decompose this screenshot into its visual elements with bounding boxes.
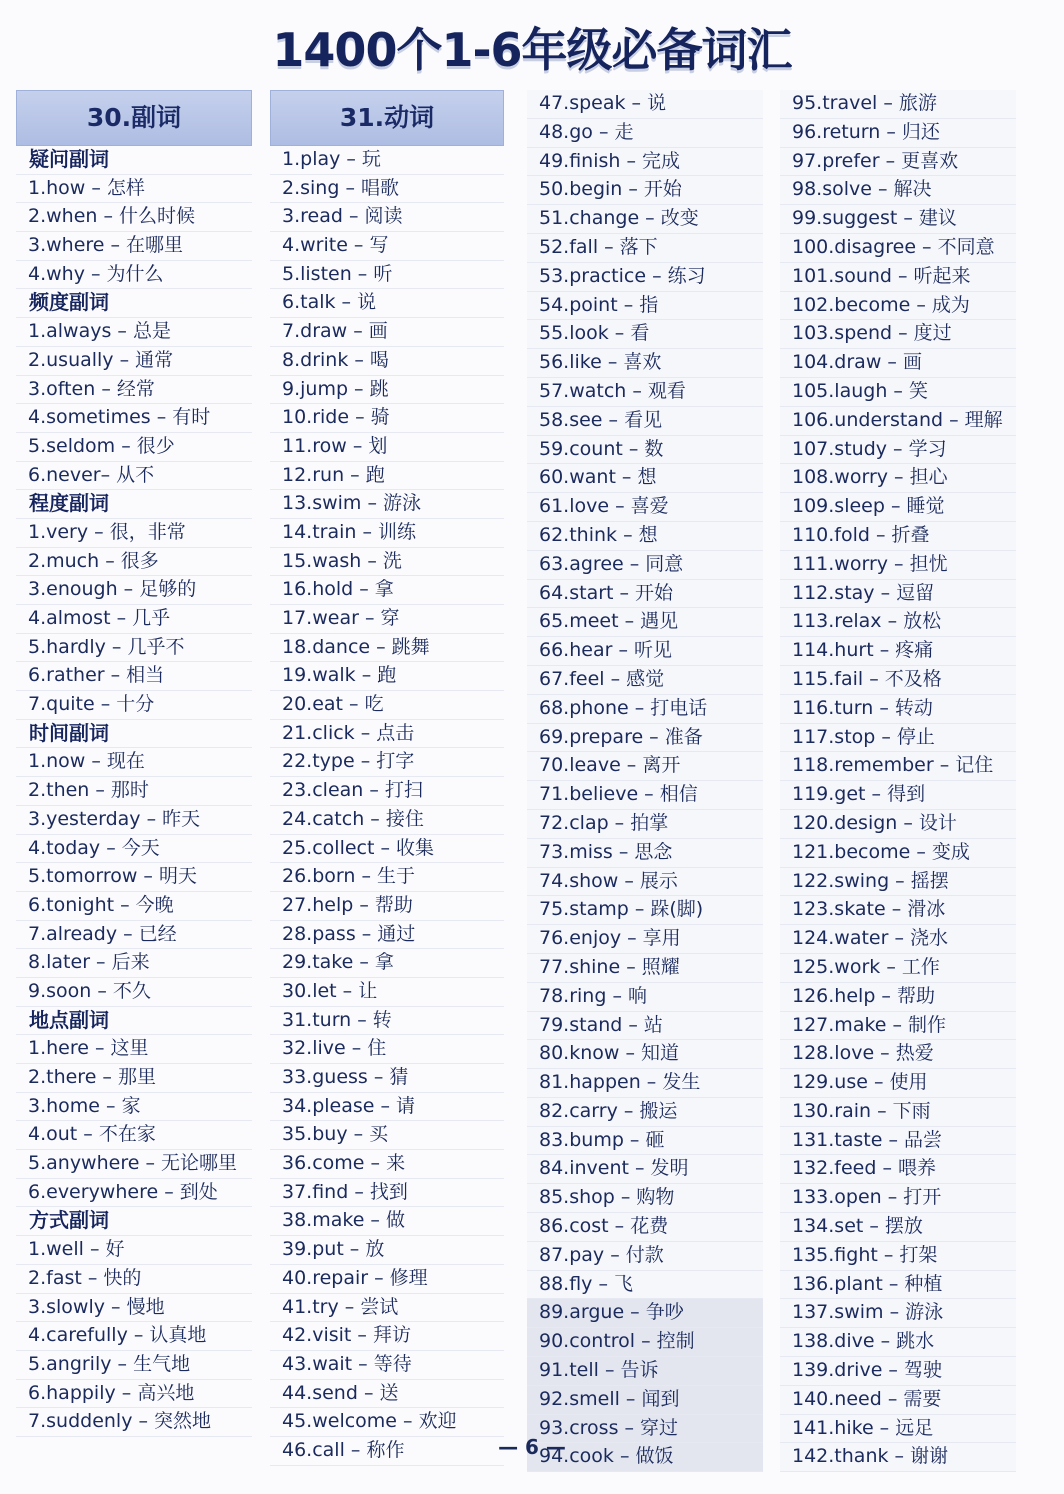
list-item: 1.very – 很，非常: [16, 519, 252, 548]
list-item: 2.usually – 通常: [16, 347, 252, 376]
list-item: 119.get – 得到: [780, 781, 1016, 810]
list-item: 126.help – 帮助: [780, 983, 1016, 1012]
list-item: 141.hike – 远足: [780, 1415, 1016, 1444]
list-item: 12.run – 跑: [270, 462, 504, 491]
list-item: 88.fly – 飞: [527, 1271, 763, 1300]
list-item: 140.need – 需要: [780, 1386, 1016, 1415]
list-item: 81.happen – 发生: [527, 1069, 763, 1098]
list-item: 65.meet – 遇见: [527, 608, 763, 637]
list-item: 2.there – 那里: [16, 1064, 252, 1093]
list-item: 83.bump – 砸: [527, 1127, 763, 1156]
list-item: 128.love – 热爱: [780, 1040, 1016, 1069]
list-item: 127.make – 制作: [780, 1012, 1016, 1041]
list-item: 115.fail – 不及格: [780, 666, 1016, 695]
subheading: 程度副词: [16, 490, 252, 519]
list-item: 3.yesterday – 昨天: [16, 806, 252, 835]
list-item: 6.happily – 高兴地: [16, 1380, 252, 1409]
list-item: 90.control – 控制: [527, 1328, 763, 1357]
subheading: 时间副词: [16, 720, 252, 749]
list-item: 6.talk – 说: [270, 289, 504, 318]
list-item: 11.row – 划: [270, 433, 504, 462]
list-item: 104.draw – 画: [780, 349, 1016, 378]
list-item: 129.use – 使用: [780, 1069, 1016, 1098]
list-item: 38.make – 做: [270, 1207, 504, 1236]
list-item: 5.angrily – 生气地: [16, 1351, 252, 1380]
list-item: 3.where – 在哪里: [16, 232, 252, 261]
list-item: 43.wait – 等待: [270, 1351, 504, 1380]
adverb-list: [16, 146, 252, 1437]
list-item: 3.read – 阅读: [270, 203, 504, 232]
list-item: 30.let – 让: [270, 978, 504, 1007]
list-item: 133.open – 打开: [780, 1184, 1016, 1213]
list-item: 106.understand – 理解: [780, 407, 1016, 436]
list-item: 15.wash – 洗: [270, 548, 504, 577]
list-item: 62.think – 想: [527, 522, 763, 551]
subheading: 频度副词: [16, 289, 252, 318]
verb-list-2: [527, 90, 763, 1472]
list-item: 20.eat – 吃: [270, 691, 504, 720]
list-item: 51.change – 改变: [527, 205, 763, 234]
list-item: 60.want – 想: [527, 464, 763, 493]
list-item: 136.plant – 种植: [780, 1271, 1016, 1300]
list-item: 16.hold – 拿: [270, 576, 504, 605]
list-item: 26.born – 生于: [270, 863, 504, 892]
list-item: 4.today – 今天: [16, 835, 252, 864]
list-item: 3.enough – 足够的: [16, 576, 252, 605]
list-item: 94.cook – 做饭: [527, 1443, 763, 1472]
list-item: 73.miss – 思念: [527, 839, 763, 868]
list-item: 103.spend – 度过: [780, 320, 1016, 349]
list-item: 5.listen – 听: [270, 261, 504, 290]
list-item: 139.drive – 驾驶: [780, 1357, 1016, 1386]
list-item: 132.feed – 喂养: [780, 1155, 1016, 1184]
list-item: 74.show – 展示: [527, 868, 763, 897]
adverbs-heading: 30.副词: [16, 90, 252, 146]
list-item: 23.clean – 打扫: [270, 777, 504, 806]
list-item: 6.never– 从不: [16, 462, 252, 491]
list-item: 8.drink – 喝: [270, 347, 504, 376]
list-item: 25.collect – 收集: [270, 835, 504, 864]
list-item: 1.play – 玩: [270, 146, 504, 175]
list-item: 46.call – 称作: [270, 1437, 504, 1466]
list-item: 137.swim – 游泳: [780, 1299, 1016, 1328]
list-item: 135.fight – 打架: [780, 1242, 1016, 1271]
list-item: 86.cost – 花费: [527, 1213, 763, 1242]
list-item: 54.point – 指: [527, 292, 763, 321]
list-item: 18.dance – 跳舞: [270, 634, 504, 663]
list-item: 17.wear – 穿: [270, 605, 504, 634]
list-item: 1.how – 怎样: [16, 175, 252, 204]
list-item: 124.water – 浇水: [780, 925, 1016, 954]
list-item: 1.here – 这里: [16, 1035, 252, 1064]
list-item: 50.begin – 开始: [527, 176, 763, 205]
list-item: 91.tell – 告诉: [527, 1357, 763, 1386]
list-item: 109.sleep – 睡觉: [780, 493, 1016, 522]
list-item: 69.prepare – 准备: [527, 724, 763, 753]
list-item: 121.become – 变成: [780, 839, 1016, 868]
list-item: 14.train – 训练: [270, 519, 504, 548]
list-item: 33.guess – 猜: [270, 1064, 504, 1093]
list-item: 4.out – 不在家: [16, 1121, 252, 1150]
verbs-column-3: [780, 90, 1016, 1472]
list-item: 114.hurt – 疼痛: [780, 637, 1016, 666]
list-item: 72.clap – 拍掌: [527, 810, 763, 839]
list-item: 4.carefully – 认真地: [16, 1322, 252, 1351]
list-item: 112.stay – 逗留: [780, 580, 1016, 609]
subheading: 疑问副词: [16, 146, 252, 175]
list-item: 79.stand – 站: [527, 1012, 763, 1041]
list-item: 7.suddenly – 突然地: [16, 1408, 252, 1437]
list-item: 55.look – 看: [527, 320, 763, 349]
list-item: 56.like – 喜欢: [527, 349, 763, 378]
verbs-column-1: [270, 90, 504, 1466]
list-item: 100.disagree – 不同意: [780, 234, 1016, 263]
list-item: 53.practice – 练习: [527, 263, 763, 292]
list-item: 57.watch – 观看: [527, 378, 763, 407]
list-item: 89.argue – 争吵: [527, 1299, 763, 1328]
verbs-heading: 31.动词: [270, 90, 504, 146]
list-item: 105.laugh – 笑: [780, 378, 1016, 407]
list-item: 1.well – 好: [16, 1236, 252, 1265]
list-item: 9.soon – 不久: [16, 978, 252, 1007]
adverbs-column: [16, 90, 252, 1437]
list-item: 66.hear – 听见: [527, 637, 763, 666]
list-item: 78.ring – 响: [527, 983, 763, 1012]
list-item: 2.when – 什么时候: [16, 203, 252, 232]
list-item: 47.speak – 说: [527, 90, 763, 119]
list-item: 13.swim – 游泳: [270, 490, 504, 519]
list-item: 3.often – 经常: [16, 376, 252, 405]
list-item: 31.turn – 转: [270, 1007, 504, 1036]
list-item: 5.tomorrow – 明天: [16, 863, 252, 892]
list-item: 1.now – 现在: [16, 748, 252, 777]
list-item: 64.start – 开始: [527, 580, 763, 609]
list-item: 6.tonight – 今晚: [16, 892, 252, 921]
list-item: 1.always – 总是: [16, 318, 252, 347]
list-item: 3.home – 家: [16, 1093, 252, 1122]
list-item: 41.try – 尝试: [270, 1294, 504, 1323]
list-item: 5.anywhere – 无论哪里: [16, 1150, 252, 1179]
list-item: 34.please – 请: [270, 1093, 504, 1122]
list-item: 35.buy – 买: [270, 1121, 504, 1150]
list-item: 44.send – 送: [270, 1380, 504, 1409]
list-item: 134.set – 摆放: [780, 1213, 1016, 1242]
page-title: 1400个1-6年级必备词汇: [272, 23, 792, 77]
list-item: 98.solve – 解决: [780, 176, 1016, 205]
list-item: 102.become – 成为: [780, 292, 1016, 321]
list-item: 39.put – 放: [270, 1236, 504, 1265]
list-item: 28.pass – 通过: [270, 921, 504, 950]
list-item: 59.count – 数: [527, 436, 763, 465]
list-item: 85.shop – 购物: [527, 1184, 763, 1213]
list-item: 125.work – 工作: [780, 954, 1016, 983]
list-item: 61.love – 喜爱: [527, 493, 763, 522]
list-item: 118.remember – 记住: [780, 752, 1016, 781]
page-number: — 6 —: [498, 1435, 566, 1459]
list-item: 6.everywhere – 到处: [16, 1179, 252, 1208]
list-item: 116.turn – 转动: [780, 695, 1016, 724]
list-item: 32.live – 住: [270, 1035, 504, 1064]
list-item: 10.ride – 骑: [270, 404, 504, 433]
list-item: 68.phone – 打电话: [527, 695, 763, 724]
list-item: 108.worry – 担心: [780, 464, 1016, 493]
list-item: 96.return – 归还: [780, 119, 1016, 148]
list-item: 37.find – 找到: [270, 1179, 504, 1208]
list-item: 52.fall – 落下: [527, 234, 763, 263]
list-item: 99.suggest – 建议: [780, 205, 1016, 234]
list-item: 2.much – 很多: [16, 548, 252, 577]
list-item: 70.leave – 离开: [527, 752, 763, 781]
list-item: 5.seldom – 很少: [16, 433, 252, 462]
list-item: 82.carry – 搬运: [527, 1098, 763, 1127]
list-item: 87.pay – 付款: [527, 1242, 763, 1271]
list-item: 92.smell – 闻到: [527, 1386, 763, 1415]
list-item: 113.relax – 放松: [780, 608, 1016, 637]
list-item: 63.agree – 同意: [527, 551, 763, 580]
list-item: 97.prefer – 更喜欢: [780, 148, 1016, 177]
list-item: 21.click – 点击: [270, 720, 504, 749]
list-item: 138.dive – 跳水: [780, 1328, 1016, 1357]
verb-list-1: [270, 146, 504, 1466]
list-item: 5.hardly – 几乎不: [16, 634, 252, 663]
list-item: 77.shine – 照耀: [527, 954, 763, 983]
list-item: 75.stamp – 跺(脚): [527, 896, 763, 925]
list-item: 58.see – 看见: [527, 407, 763, 436]
list-item: 123.skate – 滑冰: [780, 896, 1016, 925]
list-item: 45.welcome – 欢迎: [270, 1408, 504, 1437]
list-item: 122.swing – 摇摆: [780, 868, 1016, 897]
list-item: 110.fold – 折叠: [780, 522, 1016, 551]
list-item: 2.fast – 快的: [16, 1265, 252, 1294]
list-item: 117.stop – 停止: [780, 724, 1016, 753]
list-item: 9.jump – 跳: [270, 376, 504, 405]
verb-list-3: [780, 90, 1016, 1472]
list-item: 67.feel – 感觉: [527, 666, 763, 695]
list-item: 76.enjoy – 享用: [527, 925, 763, 954]
list-item: 107.study – 学习: [780, 436, 1016, 465]
list-item: 7.already – 已经: [16, 921, 252, 950]
list-item: 120.design – 设计: [780, 810, 1016, 839]
list-item: 71.believe – 相信: [527, 781, 763, 810]
list-item: 36.come – 来: [270, 1150, 504, 1179]
list-item: 130.rain – 下雨: [780, 1098, 1016, 1127]
list-item: 4.write – 写: [270, 232, 504, 261]
list-item: 8.later – 后来: [16, 949, 252, 978]
list-item: 84.invent – 发明: [527, 1155, 763, 1184]
verbs-column-2: [527, 90, 763, 1472]
list-item: 93.cross – 穿过: [527, 1415, 763, 1444]
list-item: 2.sing – 唱歌: [270, 175, 504, 204]
list-item: 111.worry – 担忧: [780, 551, 1016, 580]
list-item: 95.travel – 旅游: [780, 90, 1016, 119]
list-item: 131.taste – 品尝: [780, 1127, 1016, 1156]
list-item: 29.take – 拿: [270, 949, 504, 978]
list-item: 80.know – 知道: [527, 1040, 763, 1069]
list-item: 22.type – 打字: [270, 748, 504, 777]
subheading: 方式副词: [16, 1207, 252, 1236]
list-item: 142.thank – 谢谢: [780, 1443, 1016, 1472]
list-item: 7.draw – 画: [270, 318, 504, 347]
list-item: 27.help – 帮助: [270, 892, 504, 921]
list-item: 40.repair – 修理: [270, 1265, 504, 1294]
list-item: 2.then – 那时: [16, 777, 252, 806]
list-item: 49.finish – 完成: [527, 148, 763, 177]
subheading: 地点副词: [16, 1007, 252, 1036]
list-item: 24.catch – 接住: [270, 806, 504, 835]
list-item: 101.sound – 听起来: [780, 263, 1016, 292]
list-item: 4.why – 为什么: [16, 261, 252, 290]
list-item: 19.walk – 跑: [270, 662, 504, 691]
list-item: 6.rather – 相当: [16, 662, 252, 691]
list-item: 48.go – 走: [527, 119, 763, 148]
list-item: 7.quite – 十分: [16, 691, 252, 720]
list-item: 42.visit – 拜访: [270, 1322, 504, 1351]
list-item: 4.sometimes – 有时: [16, 404, 252, 433]
list-item: 3.slowly – 慢地: [16, 1294, 252, 1323]
list-item: 4.almost – 几乎: [16, 605, 252, 634]
